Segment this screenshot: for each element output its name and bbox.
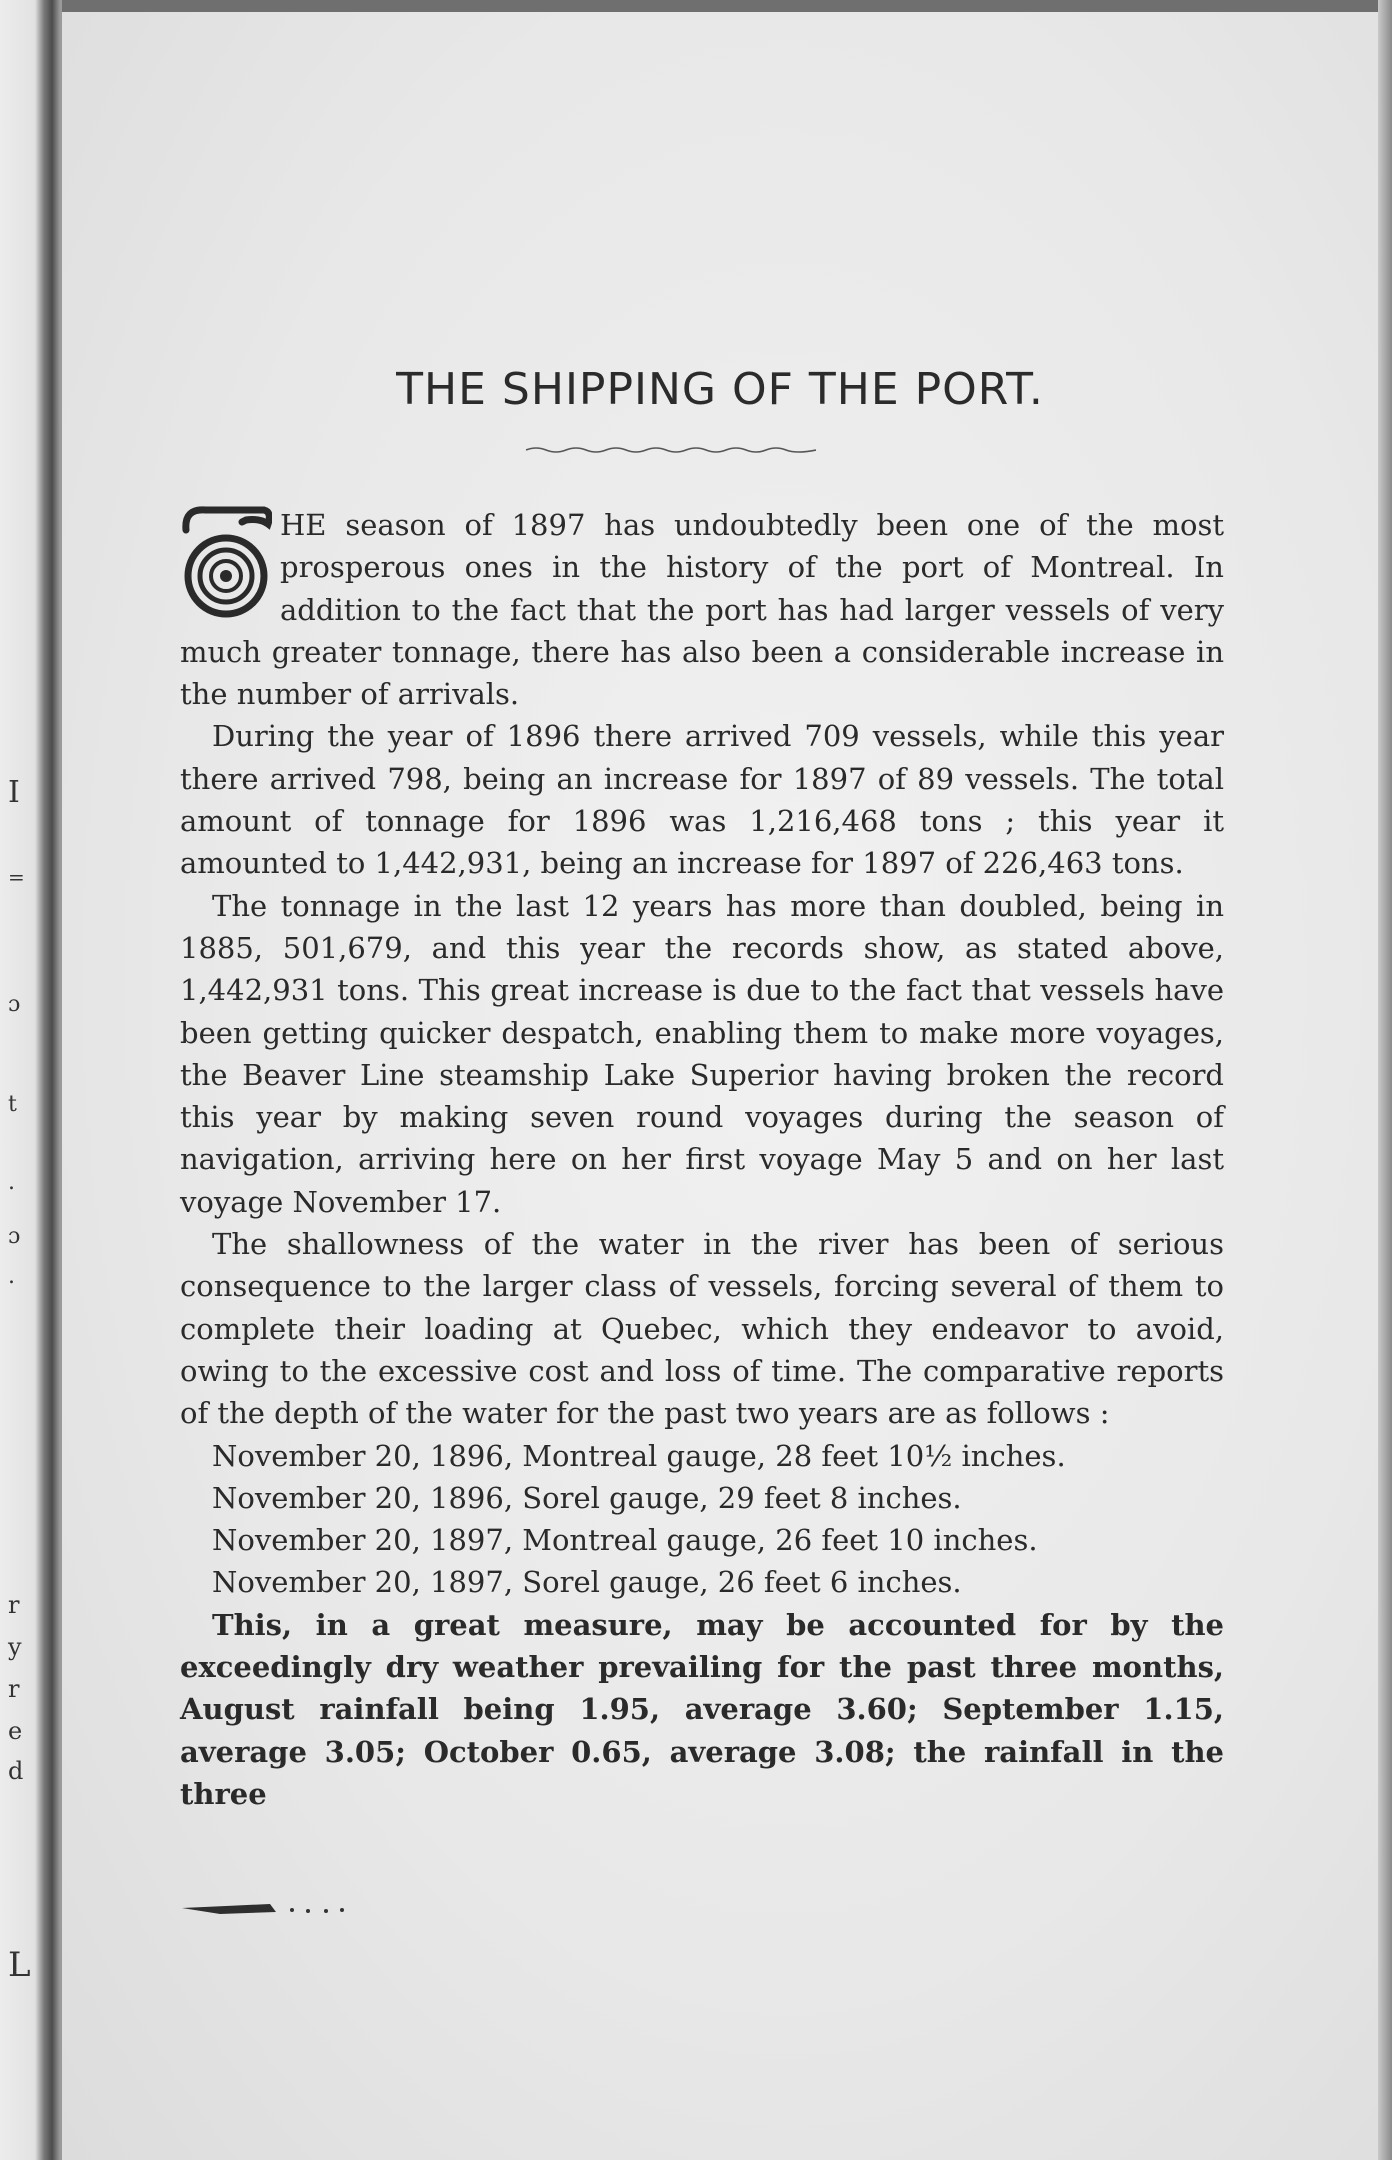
spine-mark: I	[8, 775, 20, 810]
spine-mark: r	[8, 1675, 20, 1703]
spine-mark: r	[8, 1591, 20, 1619]
page-title: THE SHIPPING OF THE PORT.	[396, 364, 1044, 415]
article-body	[180, 504, 1224, 1815]
drop-cap-letter: T	[226, 594, 227, 595]
gauge-line: November 20, 1896, Sorel gauge, 29 feet 8 inches.	[212, 1480, 962, 1515]
spine-mark: =	[8, 865, 25, 889]
spine-mark: y	[8, 1633, 22, 1661]
book-page	[62, 12, 1378, 2160]
spine-mark: ɔ	[8, 992, 21, 1017]
paragraph-1-text: HE season of 1897 has undoubtedly been one of the most prosperous ones in the history of the port of Montreal. In addition to the fact that the port has had larger vessels of very much greater tonnage, there has also been a considerable increase in the number of arrivals.	[180, 508, 1224, 712]
gauge-line: November 20, 1897, Sorel gauge, 26 feet 6 inches.	[212, 1565, 962, 1600]
scan-top-edge	[0, 0, 1392, 12]
spine-mark: ɔ	[8, 1224, 21, 1249]
gauge-line: November 20, 1897, Montreal gauge, 26 feet 10 inches.	[212, 1523, 1038, 1558]
paragraph-2: During the year of 1896 there arrived 709 vessels, while this year there arrived 798, being an increase for 1897 of 89 vessels. The total amount of tonnage for 1896 was 1,216,468 tons ; this year it amounted to 1,442,931, being an increase for 1897 of 226,463 tons.	[180, 719, 1224, 881]
spine-mark: .	[8, 1264, 15, 1289]
spine-mark: d	[8, 1757, 24, 1785]
spine-mark: L	[8, 1945, 31, 1985]
spine-mark: e	[8, 1717, 23, 1745]
book-spine	[0, 0, 62, 2160]
ink-smudge	[180, 1898, 350, 1916]
spine-mark: t	[8, 1092, 17, 1117]
paragraph-4: The shallowness of the water in the river has been of serious consequence to the larger class of vessels, forcing several of them to complete their loading at Quebec, which they endeavor to avoid, owing to the excessive cost and loss of time. The comparative reports of the depth of the water for the past two years are as follows :	[180, 1227, 1224, 1431]
title-flourish-rule	[526, 444, 816, 456]
paragraph-5: This, in a great measure, may be accounted for by the exceedingly dry weather prevailing for the past three months, August rainfall being 1.95, average 3.60; September 1.15, average 3.05; October 0.65, average 3.08; the rainfall in the three	[180, 1607, 1224, 1811]
paragraph-1	[180, 504, 1224, 715]
scan-right-edge	[1378, 0, 1392, 2160]
gauge-line: November 20, 1896, Montreal gauge, 28 feet 10½ inches.	[212, 1438, 1066, 1473]
drop-cap-ornament	[180, 504, 272, 628]
spine-mark: .	[8, 1170, 15, 1195]
paragraph-3: The tonnage in the last 12 years has more than doubled, being in 1885, 501,679, and this year the records show, as stated above, 1,442,931 tons. This great increase is due to the fact that vessels have been getting quicker despatch, enabling them to make more voyages, the Beaver Line steamship Lake Superior having broken the record this year by making seven round voyages during the season of navigation, arriving here on her first voyage May 5 and on her last voyage November 17.	[180, 888, 1224, 1219]
